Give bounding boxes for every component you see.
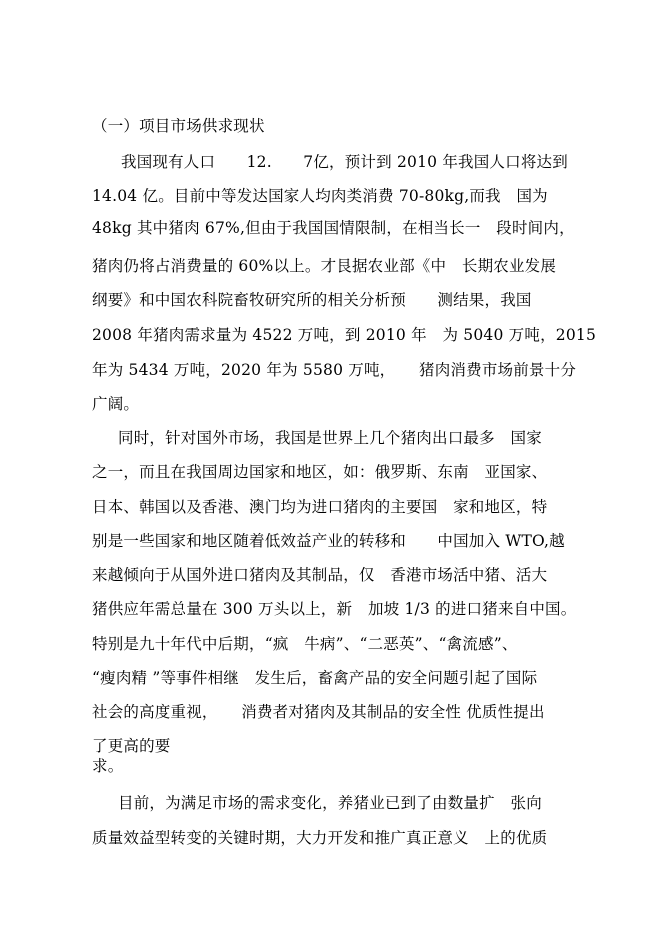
- text-line: 质量效益型转变的关键时期，大力开发和推广真正意义 上的优质: [92, 829, 548, 847]
- text-line: 2008 年猪肉需求量为 4522 万吨，到 2010 年 为 5040 万吨，2015: [92, 326, 597, 344]
- text-line: 目前，为满足市场的需求变化，养猪业已到了由数量扩 张向: [118, 794, 542, 812]
- text-line: “瘦肉精 ”等事件相继 发生后，畜禽产品的安全问题引起了国际: [92, 669, 538, 687]
- text-line: 年为 5434 万吨，2020 年为 5580 万吨， 猪肉消费市场前景十分: [92, 361, 577, 379]
- text-line: 猪肉仍将占消费量的 60%以上。才艮据农业部《中 长期农业发展: [92, 257, 557, 275]
- text-line: 特别是九十年代中后期，“疯 牛病”、“二恶英”、“禽流感”、: [92, 635, 518, 653]
- text-line: 别是一些国家和地区随着低效益产业的转移和 中国加入 WTO,越: [92, 532, 565, 550]
- text-line: 猪供应年需总量在 300 万头以上，新 加坡 1/3 的进口猪来自中国。: [92, 600, 577, 618]
- text-line: 社会的高度重视， 消费者对猪肉及其制品的安全性 优质性提出: [92, 703, 545, 721]
- text-line: 纲要》和中国农科院畜牧研究所的相关分析预 测结果，我国: [92, 291, 532, 309]
- text-line: 求。: [92, 757, 124, 775]
- text-line: 14.04 亿。目前中等发达国家人均肉类消费 70-80kg,而我 国为: [92, 187, 548, 205]
- text-line: 广阔。: [92, 395, 140, 413]
- text-line: 48kg 其中猪肉 67%,但由于我国国情限制，在相当长一 段时间内，: [92, 219, 575, 237]
- text-line: 同时，针对国外市场，我国是世界上几个猪肉出口最多 国家: [118, 429, 542, 447]
- text-line: 之一，而且在我国周边国家和地区，如：俄罗斯、东南 亚国家、: [92, 463, 548, 481]
- text-line: 了更高的要: [92, 737, 171, 755]
- text-line: 日本、韩国以及香港、澳门均为进口猪肉的主要国 家和地区，特: [92, 498, 548, 516]
- text-line: 来越倾向于从国外进口猪肉及其制品，仅 香港市场活中猪、活大: [92, 566, 548, 584]
- text-line: 我国现有人口 12. 7亿，预计到 2010 年我国人口将达到: [121, 153, 568, 171]
- section-heading: （一）项目市场供求现状: [92, 117, 265, 135]
